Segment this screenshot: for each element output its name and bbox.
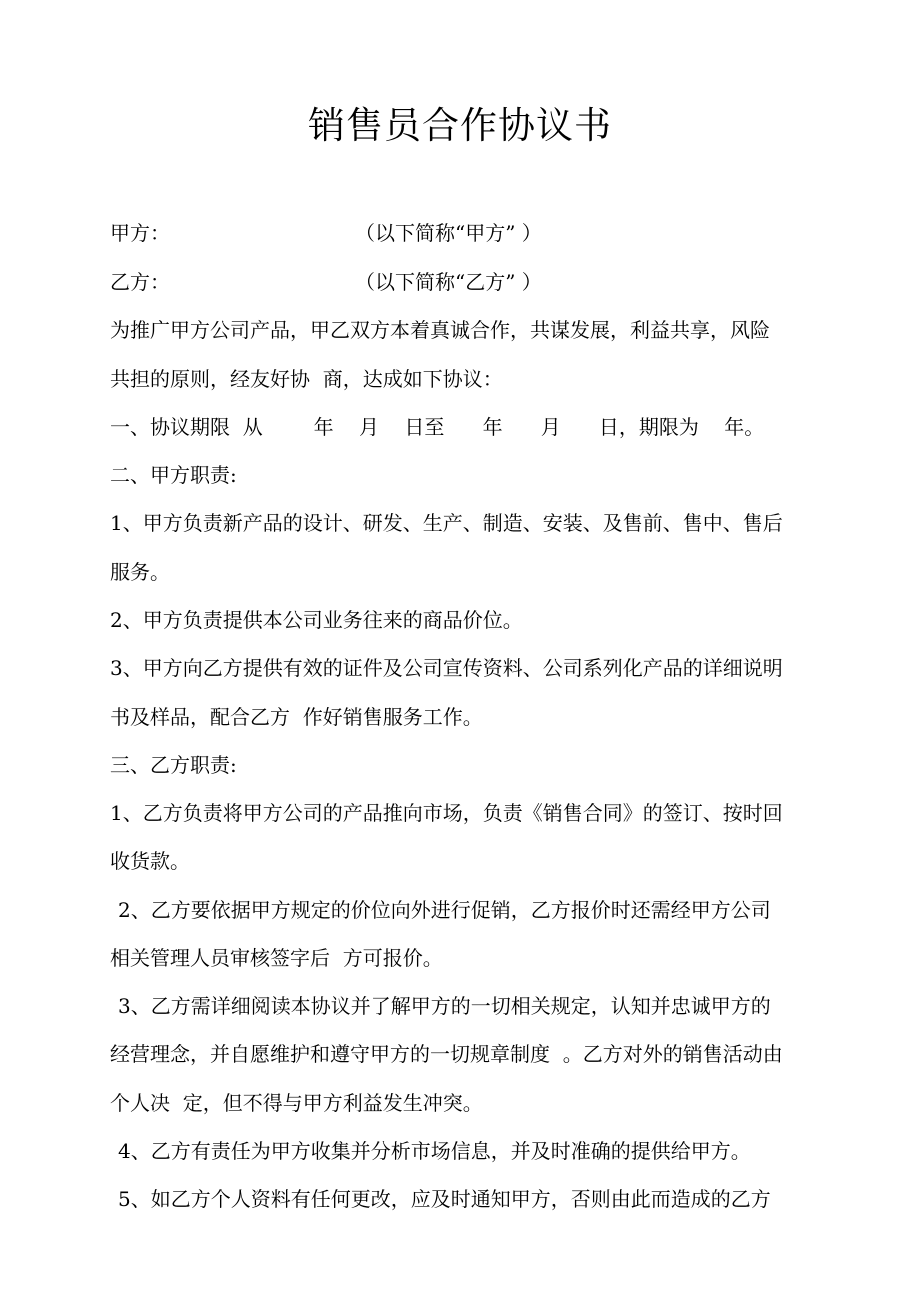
text-line: 2、甲方负责提供本公司业务往来的商品价位。 [110,608,523,632]
text-line: 相关管理人员审核签字后 方可报价。 [110,946,443,970]
text-line: 书及样品，配合乙方 作好销售服务工作。 [110,705,483,729]
section-heading: 三、乙方职责: [110,753,237,777]
text-line: 共担的原则，经友好协 商，达成如下协议： [110,367,503,391]
party-a-label: 甲方： [110,221,170,245]
text-line: 1、乙方负责将甲方公司的产品推向市场，负责《销售合同》的签订、按时回 [110,801,783,825]
document-title: 销售员合作协议书 [308,104,612,147]
text-line: 2、乙方要依据甲方规定的价位向外进行促销，乙方报价时还需经甲方公司 [118,898,771,922]
text-line: 5、如乙方个人资料有任何更改，应及时通知甲方，否则由此而造成的乙方 [118,1187,771,1211]
agreement-term-line: 一、协议期限 从 年 月 日至 年 月 日，期限为 年。 [110,415,765,439]
text-line: 个人决 定，但不得与甲方利益发生冲突。 [110,1091,483,1115]
text-line: 经营理念，并自愿维护和遵守甲方的一切规章制度 。乙方对外的销售活动由 [110,1042,783,1066]
text-line: 4、乙方有责任为甲方收集并分析市场信息，并及时准确的提供给甲方。 [118,1139,751,1163]
text-line: 收货款。 [110,849,190,873]
party-b-label: 乙方： [110,270,170,294]
section-heading: 二、甲方职责: [110,463,237,487]
party-a-note: （以下简称“甲方” ） [355,221,542,245]
party-b-note: （以下简称“乙方” ） [355,270,542,294]
text-line: 1、甲方负责新产品的设计、研发、生产、制造、安装、及售前、售中、售后 [110,511,783,535]
text-line: 3、甲方向乙方提供有效的证件及公司宣传资料、公司系列化产品的详细说明 [110,656,783,680]
text-line: 为推广甲方公司产品，甲乙双方本着真诚合作，共谋发展，利益共享，风险 [110,318,770,342]
text-line: 服务。 [110,560,170,584]
text-line: 3、乙方需详细阅读本协议并了解甲方的一切相关规定，认知并忠诚甲方的 [118,994,771,1018]
